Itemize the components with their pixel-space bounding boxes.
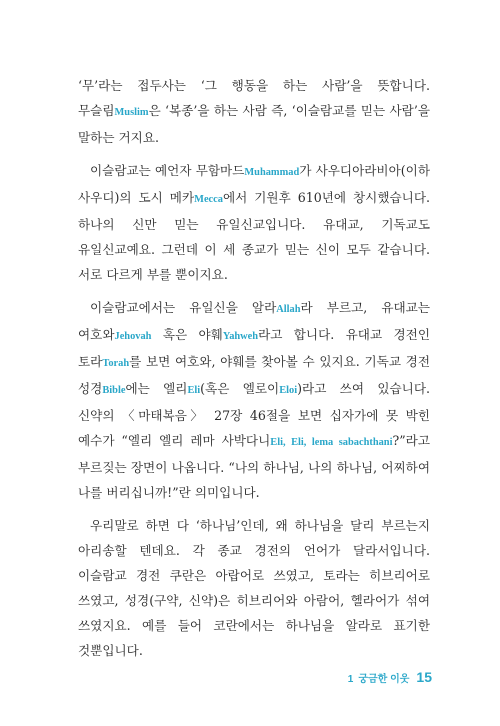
english-term: Muhammad bbox=[244, 167, 300, 178]
paragraph bbox=[78, 158, 430, 287]
paragraph-text: 혹은 야훼 bbox=[151, 327, 223, 342]
page-footer bbox=[348, 669, 432, 685]
chapter-title: 궁금한 이웃 bbox=[358, 674, 410, 685]
paragraph-text: 우리말로 하면 다 ‘하나님’인데, 왜 하나님을 달리 부르는지 아리송할 텐데요. 각 종교 경전의 언어가 달라서입니다. 이슬람교 경전 쿠란은 아랍어로 쓰였고, 토라는 히브리어로 쓰였고, 성경(구약, 신약)은 히브리어와 아람어, 헬라어가 섞여 쓰였지요. 예를 들어 코란에서는 하나님을 알라로 표기한 것뿐입니다. bbox=[78, 518, 430, 658]
page-number: 15 bbox=[416, 669, 432, 685]
paragraph bbox=[78, 295, 430, 505]
english-term: Muslim bbox=[114, 107, 149, 118]
paragraph-text: ‘무’라는 접두사는 ‘그 행동을 하는 사람’을 뜻합니다. 무슬림 bbox=[78, 78, 430, 118]
paragraph-text: 이슬람교는 예언자 무함마드 bbox=[90, 163, 245, 178]
english-term: Yahweh bbox=[222, 331, 259, 342]
chapter-number: 1 bbox=[347, 674, 354, 685]
paragraph-text: 에서 기원후 610년에 창시했습니다. 하나의 신만 믿는 유일신교입니다. 유대교, 기독교도 유일신교예요. 그런데 이 세 종교가 믿는 신이 모두 같습니다. 서로 다르게 부를 뿐이지요. bbox=[78, 190, 431, 282]
paragraph-text: 이슬람교에서는 유일신을 알라 bbox=[90, 300, 277, 315]
english-term: Mecca bbox=[194, 194, 223, 205]
english-term: Jehovah bbox=[114, 331, 152, 342]
paragraph-text: 라고 합니다. 유대교 경전인 토라 bbox=[78, 327, 430, 369]
english-term: Eloi bbox=[279, 385, 298, 396]
english-term: Allah bbox=[276, 304, 301, 315]
body-text bbox=[78, 73, 430, 671]
paragraph-text: ?”라고 부르짖는 장면이 나옵니다. “나의 하나님, 나의 하나님, 어찌하여 나를 버리십니까!”란 의미입니다. bbox=[78, 433, 430, 500]
paragraph-text: )라고 쓰여 있습니다. 신약의 〈마태복음〉 27장 46절을 보면 십자가에 못 박힌 예수가 “엘리 엘리 레마 사박다니 bbox=[78, 381, 430, 448]
paragraph-text: 가 사우디아라비아(이하 사우디)의 도시 메카 bbox=[78, 163, 430, 205]
english-term: Eli bbox=[187, 385, 201, 396]
english-term: Bible bbox=[102, 385, 126, 396]
english-term: Torah bbox=[102, 358, 130, 369]
english-term: Eli, Eli, lema sabachthani bbox=[270, 437, 393, 448]
paragraph-text: 은 ‘복종’을 하는 사람 즉, ‘이슬람교를 믿는 사람’을 말하는 거지요. bbox=[78, 103, 430, 145]
paragraph-text: 에는 엘리 bbox=[125, 381, 188, 396]
paragraph bbox=[78, 73, 430, 150]
paragraph bbox=[78, 513, 430, 663]
paragraph-text: 를 보면 여호와, 야훼를 찾아볼 수 있지요. 기독교 경전 성경 bbox=[78, 354, 430, 396]
paragraph-text: 라 부르고, 유대교는 여호와 bbox=[78, 300, 430, 342]
paragraph-text: (혹은 엘로이 bbox=[200, 381, 280, 396]
